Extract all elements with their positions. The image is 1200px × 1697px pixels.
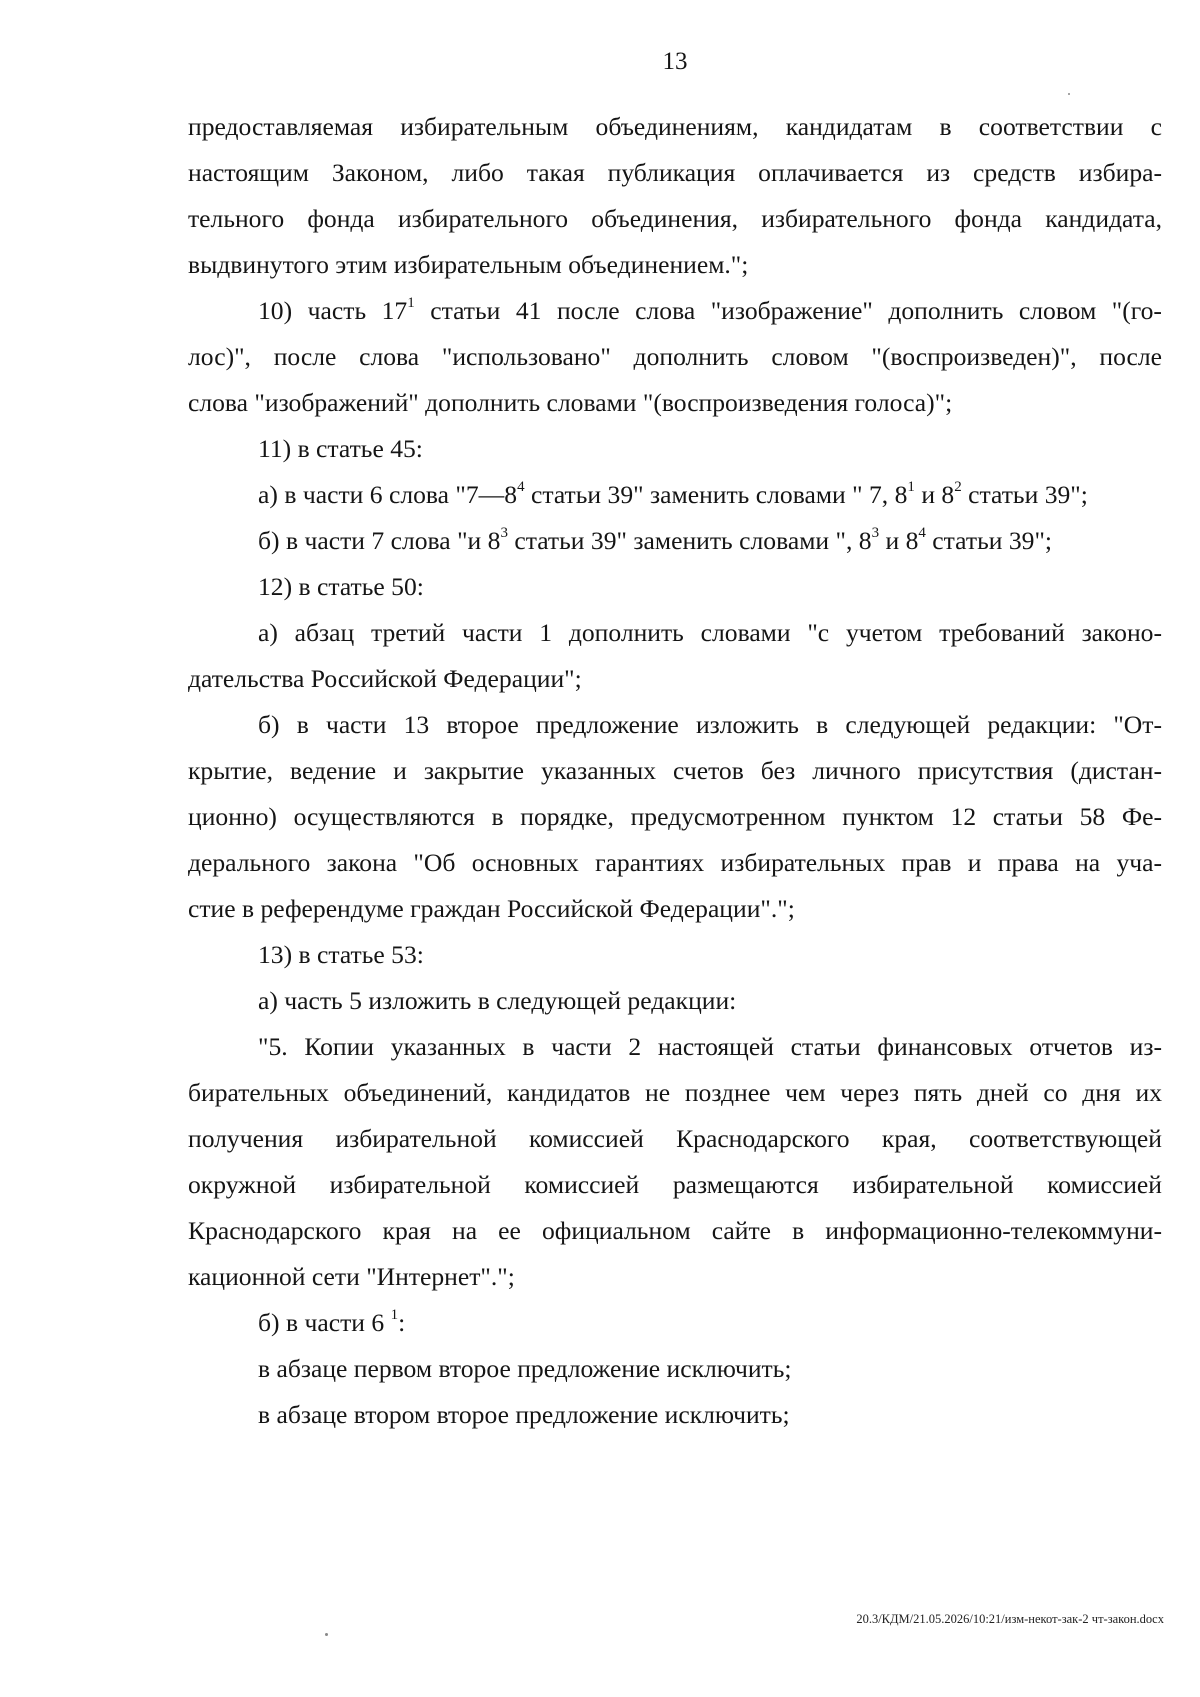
text-line: в абзаце втором второе предложение исключить; [258,1400,790,1429]
text-line: слова "изображений" дополнить словами "(воспроизведения голоса)"; [188,388,953,417]
text-line: кационной сети "Интернет"."; [188,1262,515,1291]
text-line: лос)", после слова "использовано" дополнить словом "(воспроизведен)", после [188,342,1162,371]
text-line: окружной избирательной комиссией размещаются избирательной комиссией [188,1170,1162,1199]
text-line: выдвинутого этим избирательным объединением."; [188,250,749,279]
page-number: 13 [662,48,688,75]
text-line: тельного фонда избирательного объединения, избирательного фонда кандидата, [188,204,1162,233]
text-line: предоставляемая избирательным объединениям, кандидатам в соответствии с [188,112,1162,141]
text-line: 12) в статье 50: [258,572,424,601]
text-line: 11) в статье 45: [258,434,423,463]
scan-speck [1068,93,1070,95]
text-line: получения избирательной комиссией Краснодарского края, соответствующей [188,1124,1162,1153]
scan-speck [325,1633,328,1636]
file-reference-footer: 20.3/КДМ/21.05.2026/10:21/изм-некот-зак-2 чт-закон.docx [856,1612,1164,1626]
text-line: в абзаце первом второе предложение исключить; [258,1354,792,1383]
text-line: "5. Копии указанных в части 2 настоящей статьи финансовых отчетов из- [258,1032,1162,1061]
text-line: Краснодарского края на ее официальном сайте в информационно-телекоммуни- [188,1216,1162,1245]
text-line: настоящим Законом, либо такая публикация оплачивается из средств избира- [188,158,1162,187]
text-line: а) абзац третий части 1 дополнить словами "с учетом требований законо- [258,618,1162,647]
text-line: стие в референдуме граждан Российской Федерации"."; [188,894,795,923]
text-line: б) в части 13 второе предложение изложить в следующей редакции: "От- [258,710,1162,739]
text-line: а) в части 6 слова "$7—8^4$ статьи 39" заменить словами " 7, $8^1$ и $8^2$ статьи 39"; [258,479,1088,509]
text-line: бирательных объединений, кандидатов не позднее чем через пять дней со дня их [188,1078,1162,1107]
text-line: дательства Российской Федерации"; [188,664,582,693]
text-line: 10) часть $17^1$ статьи 41 после слова "изображение" дополнить словом "(го- [258,295,1162,325]
text-line: б) в части 6 $^1$: [258,1307,406,1337]
text-line: 13) в статье 53: [258,940,424,969]
text-line: б) в части 7 слова "и $8^3$ статьи 39" заменить словами ", $8^3$ и $8^4$ статьи 39"; [258,525,1053,555]
text-line: ционно) осуществляются в порядке, предусмотренном пунктом 12 статьи 58 Фе- [188,802,1162,831]
text-line: дерального закона "Об основных гарантиях избирательных прав и права на уча- [188,848,1162,877]
text-line: крытие, ведение и закрытие указанных счетов без личного присутствия (дистан- [188,756,1162,785]
document-body [188,104,1162,1438]
text-line: а) часть 5 изложить в следующей редакции: [258,986,737,1015]
